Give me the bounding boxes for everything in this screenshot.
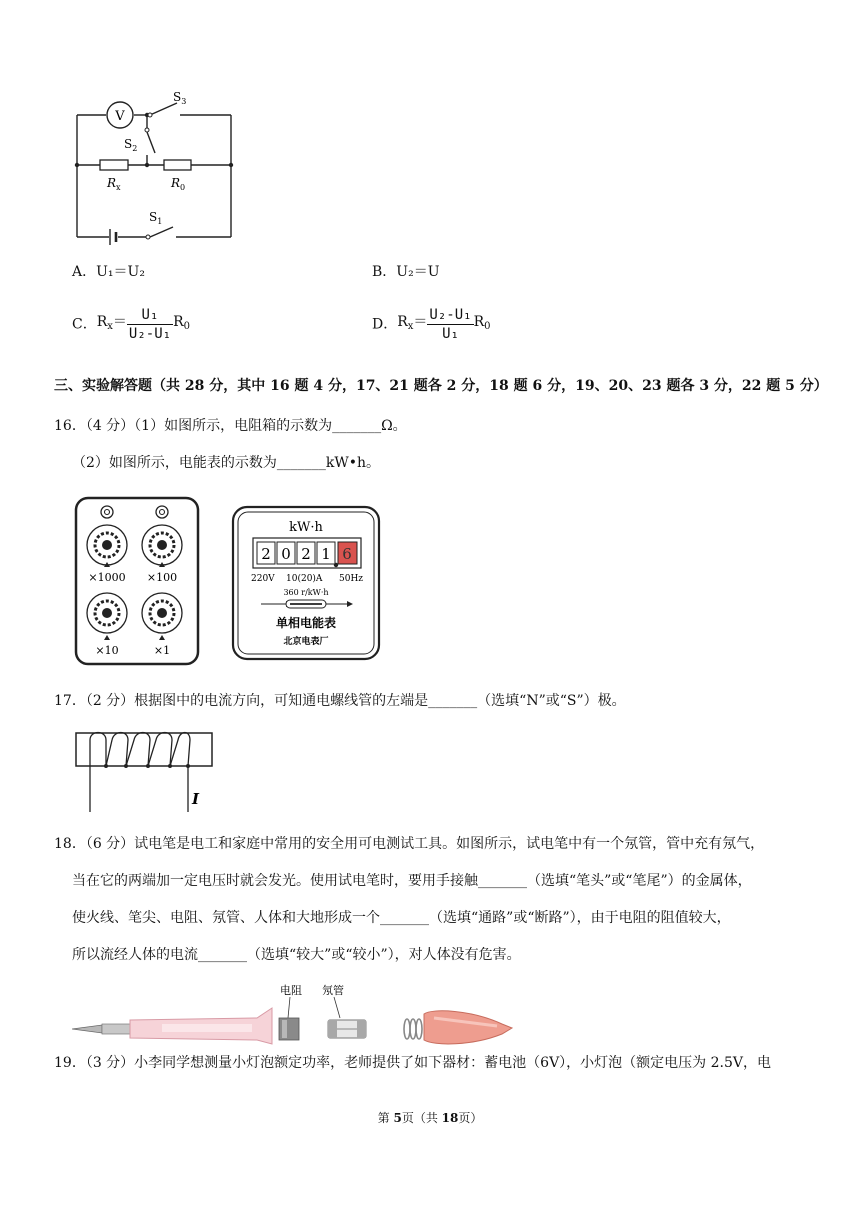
option-d: D．$R_x=$ $\frac{\text{U₂-U₁}}{\text{U₁}}$ $R_0$ [372,307,491,342]
svg-text:1: 1 [321,545,331,563]
svg-text:360 r/kW·h: 360 r/kW·h [283,588,329,597]
resistor-rx [100,160,128,170]
option-c: C．$R_x=$ $\frac{\text{U₁}}{\text{U₂-U₁}}$ $R_0$ [72,307,190,342]
svg-text:R0: $R_0$ [171,176,186,192]
question-16-line1: 16．（4 分）（1）如图所示，电阻箱的示数为_______Ω。 [54,418,407,434]
fraction-c: $\frac{\text{U₁}}{\text{U₂-U₁}}$ [128,307,172,342]
page-footer: 第 5页（共 18页） [377,1111,483,1125]
svg-text:S3: $S_3$ [173,90,187,106]
question-19-line1: 19．（3 分）小李同学想测量小灯泡额定功率，老师提供了如下器材：蓄电池（6V），小灯泡（额定电压为 2.5V，电 [54,1055,772,1071]
svg-text:kW·h: kW·h [289,520,323,535]
fraction-d: $\frac{\text{U₂-U₁}}{\text{U₁}}$ [429,307,472,342]
svg-text:×1000: ×1000 [88,571,126,584]
svg-text:10(20)A: 10(20)A [286,574,323,584]
question-18-line4: 所以流经人体的电流_______（选填“较大”或“较小”），对人体没有危害。 [72,947,521,963]
option-b: B．U₂＝U [372,264,440,280]
resistance-box-figure [74,496,200,666]
svg-text:×1: ×1 [153,644,171,657]
svg-text:S2: $S_2$ [124,137,138,153]
question-18-line1: 18．（6 分）试电笔是电工和家庭中常用的安全用可电测试工具。如图所示，试电笔中有一个氖管，管中充有氖气， [54,836,765,852]
test-pen-figure [72,980,517,1050]
energy-meter-figure [231,505,381,661]
svg-text:220V: 220V [251,574,275,584]
resistor-r0 [164,160,191,170]
svg-text:Rx: $R_x$ [107,176,121,192]
svg-text:电阻: 电阻 [280,984,302,997]
svg-text:单相电能表: 单相电能表 [275,616,337,630]
svg-text:V: V [115,109,125,124]
svg-text:×10: ×10 [95,644,119,657]
question-18-line3: 使火线、笔尖、电阻、氖管、人体和大地形成一个_______（选填“通路”或“断路”），由于电阻的阻值较大， [72,910,731,926]
question-18-line2: 当在它的两端加一定电压时就会发光。使用试电笔时，要用手接触_______（选填“笔头”或“笔尾”）的金属体， [72,873,752,889]
svg-text:50Hz: 50Hz [339,574,364,584]
svg-text:S1: $S_1$ [149,210,163,226]
svg-text:I: I [192,790,200,808]
option-a: A．U₁＝U₂ [72,264,145,280]
svg-text:×100: ×100 [146,571,178,584]
circuit-diagram [70,85,245,245]
svg-text:北京电表厂: 北京电表厂 [283,637,329,647]
voltmeter-symbol [107,102,133,128]
svg-text:2: 2 [301,545,311,563]
svg-text:2: 2 [261,545,271,563]
question-17: 17．（2 分）根据图中的电流方向，可知通电螺线管的左端是_______（选填“N”或“S”）极。 [54,693,626,709]
question-16-line2: （2）如图所示，电能表的示数为_______kW•h。 [72,455,381,471]
svg-text:6: 6 [342,545,352,563]
solenoid-figure [72,730,222,815]
section-title: 三、实验解答题（共 28 分，其中 16 题 4 分，17、21 题各 2 分，18 题 6 分，19、20、23 题各 3 分，22 题 5 分） [54,378,828,394]
svg-text:氖管: 氖管 [322,984,344,997]
meter-digits [257,542,357,567]
svg-text:0: 0 [281,545,291,563]
